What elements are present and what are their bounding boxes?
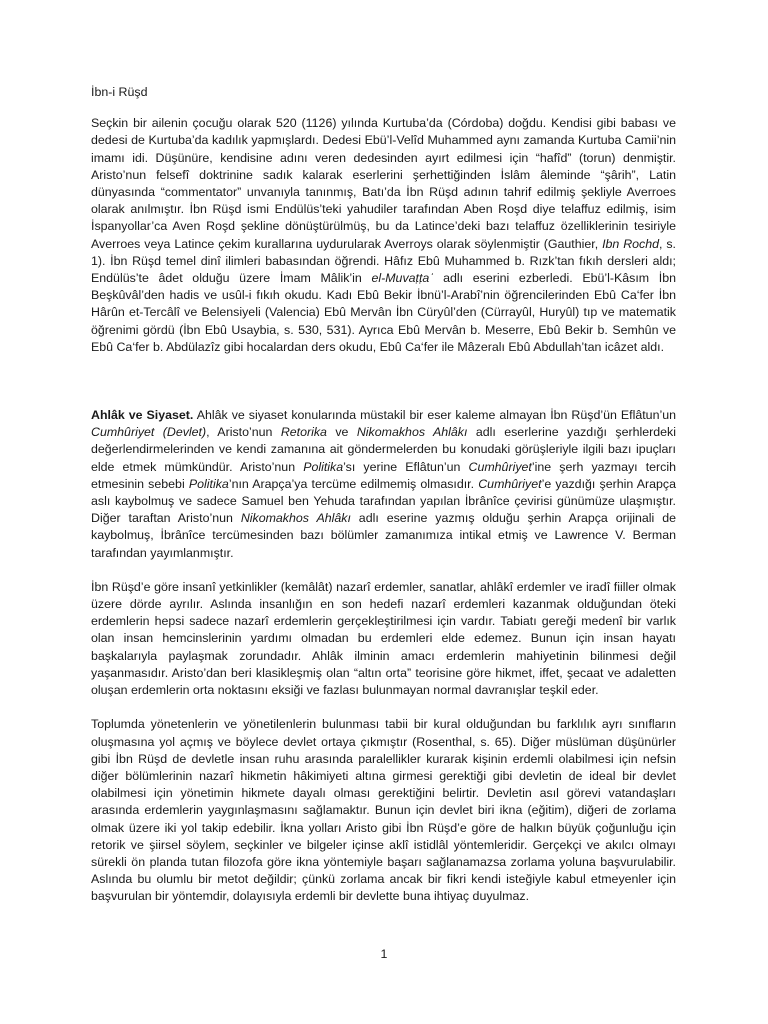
section-heading: Ahlâk ve Siyaset. bbox=[91, 408, 194, 423]
text-run: ’nın Arapça’ya tercüme edilmemiş olmasıdır. bbox=[228, 476, 479, 491]
text-run: ’ine şerh yazmayı tercih etmesinin sebebi bbox=[91, 459, 677, 491]
paragraph-spacer bbox=[91, 562, 676, 579]
paragraph-virtues bbox=[91, 579, 676, 699]
text-run: Ahlâk ve siyaset konularında müstakil bir eser kaleme almayan İbn Rüşd’ün Eflâtun’un bbox=[193, 408, 676, 423]
text-run: , s. 1). İbn Rüşd temel dinî ilimleri babasından öğrendi. Hâfız Ebû Muhammed b. Rızk’tan fıkıh dersleri aldı; Endülüs’te âdet olduğu üzere İmam Mâlik’in bbox=[91, 236, 677, 286]
italic-title: Cumhûriyet bbox=[468, 459, 532, 474]
italic-title: Ibn Rochd bbox=[602, 236, 660, 251]
italic-title: Retorika bbox=[280, 425, 327, 440]
document-title: İbn-i Rüşd bbox=[91, 85, 148, 99]
text-run: adlı eserlerine yazdığı şerhlerdeki değerlendirmelerinden ve kendi zamanına ait göndermelerden bu konudaki görüşleriyle ilgili bazı ipuçları elde etmek mümkündür. Aristo’nun bbox=[91, 425, 676, 474]
italic-title: Politika bbox=[303, 459, 344, 474]
paragraph-biography bbox=[91, 115, 676, 356]
text-run: ’e yazdığı şerhin Arapça aslı kaybolmuş ve sadece Samuel ben Yehuda tarafından yapılan İbrânîce çevirisi günümüze ulaşmıştır. Diğer taraftan Aristo’nun bbox=[91, 476, 676, 526]
text-run: adlı eserini ezberledi. Ebü’l-Kâsım İbn Beşkûvâl’den hadis ve usûl-i fıkıh okudu. Kadı Ebû Bekir İbnü’l-Arabî’nin öğrencilerinden Ebû Ca‘fer İbn Hârûn et-Tercâlî ve Belensiyeli (Valencia) Ebû Mervân İbn Cüryûl’den (Cürrayûl, Huryûl) tıp ve matematik öğrenimi gördü (İbn Ebû Usaybia, s. 530, 531). Ayrıca Ebû Mervân b. Meserre, Ebû Bekir b. Semhûn ve Ebû Ca‘fer b. Abdülazîz gibi hocalardan ders okudu, Ebû Ca‘fer ile Mâzeralı Ebû Abdullah’tan icâzet aldı. bbox=[91, 271, 677, 354]
italic-title: Nikomakhos Ahlâkı bbox=[240, 511, 351, 526]
italic-title: Politika bbox=[188, 476, 229, 491]
text-run: , Aristo’nun bbox=[206, 425, 281, 440]
text-run: Seçkin bir ailenin çocuğu olarak 520 (1126) yılında Kurtuba’da (Córdoba) doğdu. Kendisi gibi babası ve dedesi de Kurtuba’da kadılık yapmışlardı. Dedesi Ebü’l-Velîd Muhammed aynı zamanda Kurtuba Camii’nin imamı idi. Düşünüre, kendisine adını veren dedesinden ayırt edilmesi için “hafîd” (torun) denmiştir. Aristo’nun felsefî doktrinine sadık kalarak eserlerini şerhettiğinden İslâm âleminde “şârih”, Latin dünyasında “commentator” unvanıyla tanınmış, Batı’da İbn Rüşd adının tahrif edilmiş şekliyle Averroes olarak anılmıştır. İbn Rüşd ismi Endülüs’teki yahudiler tarafından Aben Roşd diye telaffuz edilmiş, isim İspanyollar’ca Aven Roşd şekline dönüştürülmüş, bu da Latince’deki bazı telaffuz özelliklerinin tesiriyle Averroes veya Latince çekim kurallarına uydurularak Averroys olarak söylenmiştir (Gauthier, bbox=[91, 116, 676, 251]
paragraph-state bbox=[91, 716, 676, 905]
text-run: adlı eserine yazmış olduğu şerhin Arapça orijinali de kaybolmuş, İbrânîce tercümesinden bazı bölümler zamanımıza intikal etmiş ve Lawrence V. Berman tarafından yayımlanmıştır. bbox=[91, 511, 676, 560]
paragraph-spacer bbox=[91, 699, 676, 716]
paragraph-ethics-politics bbox=[91, 407, 676, 562]
text-run: İbn Rüşd’e göre insanî yetkinlikler (kemâlât) nazarî erdemler, sanatlar, ahlâkî erdemler ve iradî fiiller olmak üzere dörde ayrılır. Aslında insanlığın en son hedefi nazarî erdemleri kazanmak olduğundan öteki erdemlerin hepsi sadece nazarî erdemlerin gerçekleştirilmesi için vardır. Tabiatı gereği medenî bir varlık olan insan hemcinslerinin yardımı olmadan bu erdemleri elde edemez. Bunun için insan hayatı başkalarıyla paylaşmak zorundadır. Ahlâk ilminin amacı erdemlerin mahiyetinin bilinmesi değil yaşanmasıdır. Aristo’dan beri klasikleşmiş olan “altın orta” teorisine göre hikmet, iffet, şecaat ve adaletten oluşan erdemlerin orta noktasını eksiği ve fazlası bulunmayan normal davranışlar teşkil eder. bbox=[91, 579, 676, 698]
text-run: Toplumda yönetenlerin ve yönetilenlerin bulunması tabii bir kural olduğundan bu farklılık ayrı sınıfların oluşmasına yol açmış ve böylece devlet ortaya çıkmıştır (Rosenthal, s. 65). Diğer müslüman düşünürler gibi İbn Rüşd de devletle insan ruhu arasında paralellikler kurarak kişinin erdemli olabilmesi için nefsin diğer bölümlerinin nazarî hikmetin hâkimiyeti altına girmesi gerektiği gibi devletin de ideal bir devlet olabilmesi için yönetimin hikmete dayalı olması gerektiğini belirtir. Devletin asıl görevi vatandaşları arasında erdemlerin yaygınlaşmasını sağlamaktır. Bunun için devlet biri ikna (eğitim), diğeri de zorlama olmak üzere iki yol takip edebilir. İkna yolları Aristo gibi İbn Rüşd’e göre de halkın büyük çoğunluğu için retorik ve şiirsel söylem, seçkinler ve bilgeler içinse aklî istidlâl yöntemleridir. Gerçekçi ve akılcı olmayı sürekli ön planda tutan filozofa göre ikna yöntemiyle başarı sağlanamazsa zorlama yoluna başvurulabilir. Aslında bu olumlu bir metot değildir; çünkü zorlama ancak bir fikri kendi isteğiyle kabul etmeyenler için başvurulan bir yöntemdir, dolayısıyla erdemli bir devlette buna ihtiyaç duyulmaz. bbox=[91, 717, 676, 904]
page-number: 1 bbox=[380, 947, 388, 961]
document-page bbox=[91, 84, 676, 906]
italic-title: Nikomakhos Ahlâkı bbox=[356, 425, 468, 440]
italic-title: Cumhûriyet (Devlet) bbox=[91, 425, 207, 440]
italic-title: el-Muvaṭṭaʾ bbox=[371, 271, 434, 286]
section-spacer bbox=[91, 356, 676, 407]
italic-title: Cumhûriyet bbox=[478, 476, 542, 491]
text-run: ve bbox=[326, 425, 357, 440]
text-run: ’sı yerine Eflâtun’un bbox=[343, 459, 469, 474]
